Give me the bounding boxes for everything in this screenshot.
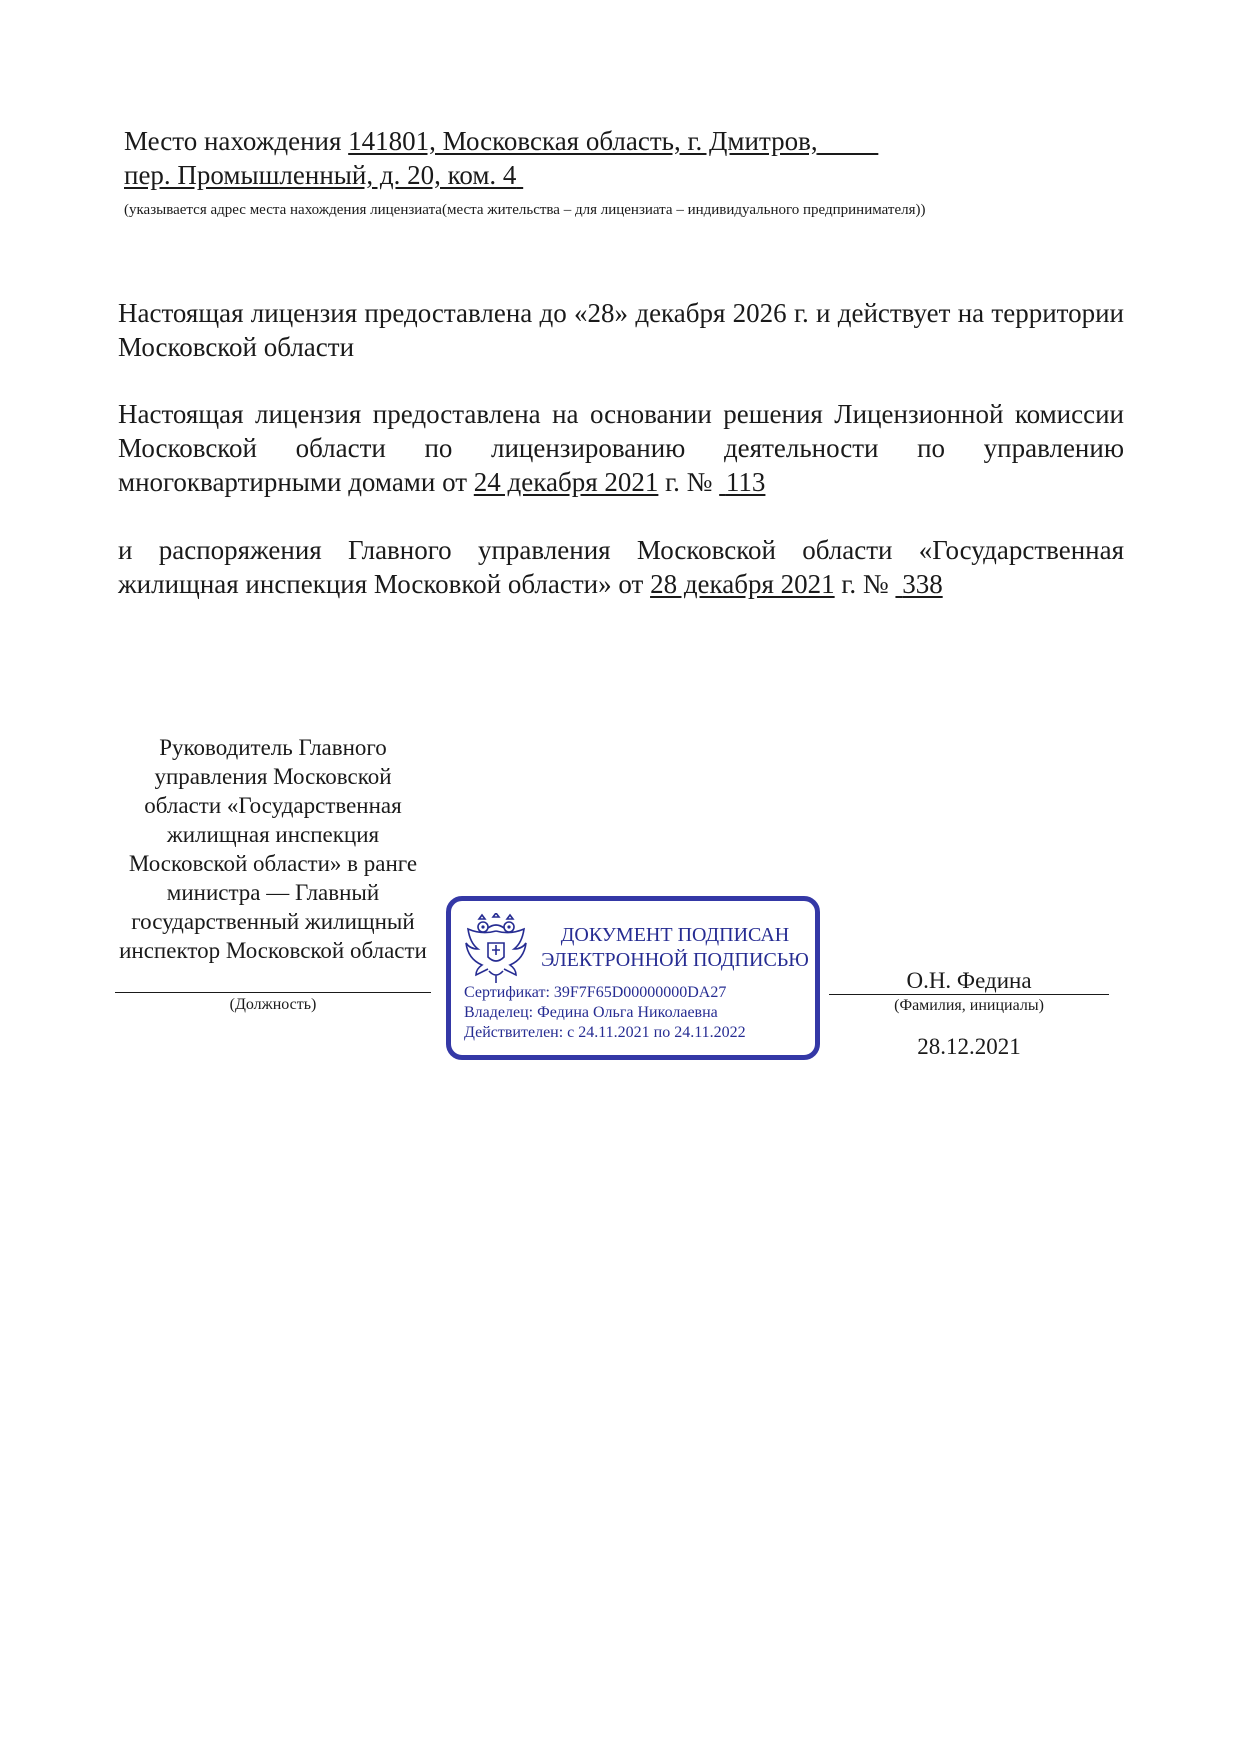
address-line-1 xyxy=(124,124,878,158)
stamp-title-line-2: ЭЛЕКТРОННОЙ ПОДПИСЬЮ xyxy=(541,949,809,971)
decision-number: 113 xyxy=(725,467,766,497)
name-signature-line xyxy=(829,994,1109,995)
address-value-line-1: 141801, Московская область, г. Дмитров, xyxy=(348,126,818,156)
position-signature-line xyxy=(115,992,431,993)
order-number: 338 xyxy=(902,569,943,599)
address-label: Место нахождения xyxy=(124,126,342,156)
stamp-details xyxy=(464,983,746,1043)
stamp-validity: Действителен: с 24.11.2021 по 24.11.2022 xyxy=(464,1024,746,1041)
validity-paragraph: Настоящая лицензия предоставлена до «28» декабря 2026 г. и действует на территории Московской области xyxy=(118,298,1124,362)
double-headed-eagle-icon xyxy=(463,913,529,985)
address-value-line-2: пер. Промышленный, д. 20, ком. 4 xyxy=(124,160,517,190)
order-paragraph xyxy=(118,533,1124,601)
decision-text: Настоящая лицензия предоставлена на основании решения Лицензионной комиссии Московской области по лицензированию деятельности по управлению многоквартирными домами от xyxy=(118,399,1124,497)
signature-date: 28.12.2021 xyxy=(917,1034,1021,1059)
stamp-certificate: Сертификат: 39F7F65D00000000DA27 xyxy=(464,984,727,1001)
name-caption: (Фамилия, инициалы) xyxy=(894,997,1044,1014)
stamp-title-line-1: ДОКУМЕНТ ПОДПИСАН xyxy=(560,924,790,946)
address-line-2 xyxy=(124,158,878,192)
order-text: и распоряжения Главного управления Московской области «Государственная жилищная инспекция Московкой области» от xyxy=(118,535,1124,599)
order-date: 28 декабря 2021 xyxy=(650,569,835,599)
signer-name: О.Н. Федина xyxy=(906,968,1032,993)
stamp-title xyxy=(529,923,821,973)
address-block xyxy=(124,124,878,192)
position-caption: (Должность) xyxy=(229,996,317,1013)
signer-position: Руководитель Главного управления Московской области «Государственная жилищная инспекция Московской области» в ранге министра — Главный государственный жилищный инспектор Московской области xyxy=(119,735,427,963)
electronic-signature-stamp xyxy=(446,896,820,1060)
stamp-owner: Владелец: Федина Ольга Николаевна xyxy=(464,1004,718,1021)
decision-number-label: г. № xyxy=(665,467,713,497)
decision-date: 24 декабря 2021 xyxy=(473,467,659,497)
order-number-label: г. № xyxy=(841,569,889,599)
address-note: (указывается адрес места нахождения лицензиата(места жительства – для лицензиата – индивидуального предпринимателя)) xyxy=(124,202,926,218)
decision-paragraph xyxy=(118,397,1124,499)
